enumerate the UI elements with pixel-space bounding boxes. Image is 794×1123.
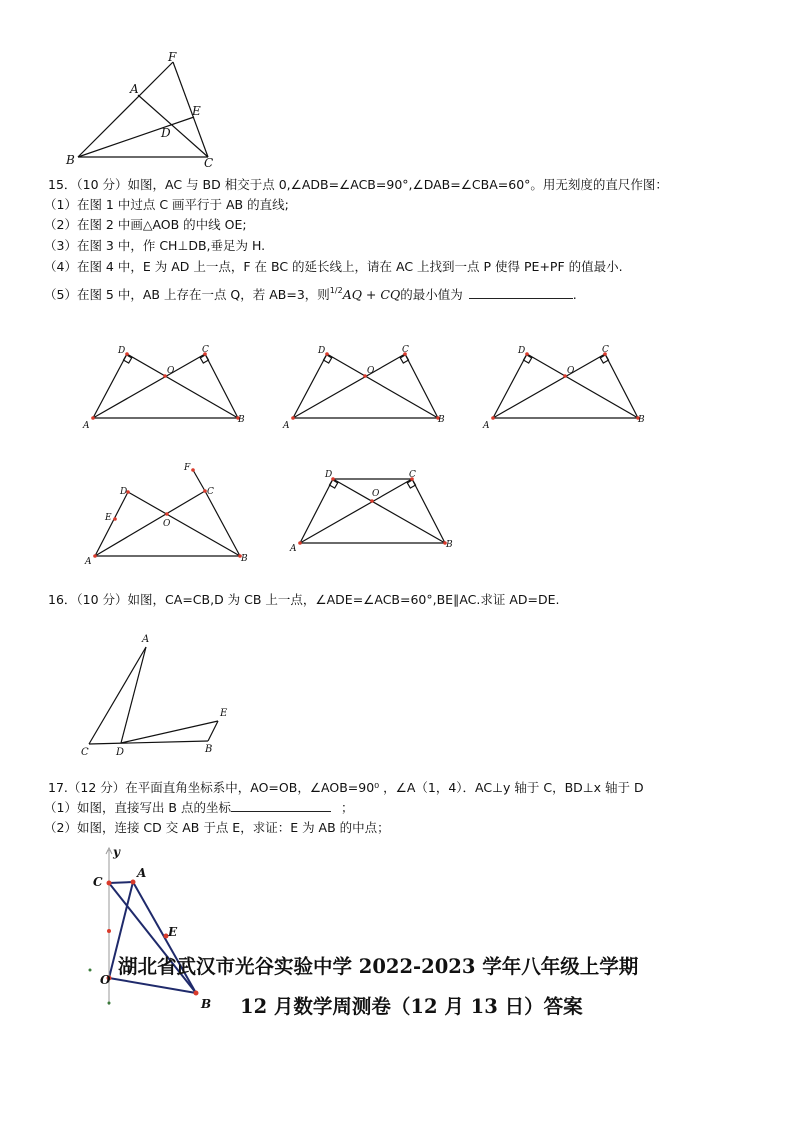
fig2-label-A: A [283,421,290,431]
frac-num: 1 [329,286,335,295]
top-triangle-figure [60,45,230,175]
q15-figure-2 [275,340,455,435]
q15-item-5-prefix: （5）在图 5 中，AB 上存在一点 Q，若 AB=3，则 [44,287,330,302]
label-D: D [161,126,171,140]
q16-label-A: A [142,634,150,645]
q15-item-5-expr: AQ + CQ [342,287,401,302]
answer-title-line-1: 湖北省武汉市光谷实验中学 2022-2023 学年八年级上学期 [118,955,639,978]
q15-item-5-end: . [572,287,577,302]
q17-label-y: y [113,845,120,859]
q16-figure [75,625,245,760]
fig3-label-O: O [567,366,575,376]
fig4-label-O: O [163,519,171,529]
q17-item-1 [44,800,354,816]
fig2-label-B: B [438,415,445,425]
fig5-label-O: O [372,489,380,499]
q17-label-C: C [93,875,103,889]
q15-item-5-suffix: 的最小值为 [400,287,463,302]
q17-label-A: A [137,866,147,880]
q15-figure-3 [475,340,655,435]
label-F: F [168,50,177,64]
fig4-label-E: E [105,513,112,523]
fig2-label-O: O [367,366,375,376]
q15-item-5 [44,287,577,303]
q17-figure [80,840,230,1020]
q16-label-B: B [205,744,213,755]
label-B: B [66,153,75,167]
fig5-label-B: B [446,540,453,550]
fig4-label-B: B [241,554,248,564]
q15-item-2: （2）在图 2 中画△AOB 的中线 OE; [44,217,247,232]
fig1-label-O: O [167,366,175,376]
fig2-label-D: D [318,346,326,356]
fig1-label-C: C [202,345,209,355]
fig2-label-C: C [402,345,409,355]
fraction: 1/2 [329,286,343,295]
q17-item-2: （2）如图，连接 CD 交 AB 于点 E，求证：E 为 AB 的中点； [44,820,390,835]
fig3-label-C: C [602,345,609,355]
fig5-label-C: C [409,470,416,480]
q17-text: 17.（12 分）在平面直角坐标系中，AO=OB，∠AOB=90⁰ ，∠A（1，4）．AC⊥y 轴于 C，BD⊥x 轴于 D [48,780,644,795]
q17-label-O: O [100,973,111,987]
label-E: E [192,104,201,118]
fig1-label-A: A [83,421,90,431]
answer-blank[interactable] [469,287,573,299]
q17-label-B: B [201,997,212,1011]
q16-label-E: E [220,708,228,719]
fig3-label-D: D [518,346,526,356]
answer-blank-b[interactable] [231,800,331,812]
frac-den: 2 [337,286,343,295]
q15-item-1: （1）在图 1 中过点 C 画平行于 AB 的直线; [44,197,289,212]
fig5-label-A: A [290,544,297,554]
q15-item-4: （4）在图 4 中，E 为 AD 上一点，F 在 BC 的延长线上，请在 AC 上找到一点 P 使得 PE+PF 的值最小. [44,259,623,274]
answer-title-line-2: 12 月数学周测卷（12 月 13 日）答案 [240,995,583,1018]
q16-label-D: D [116,747,125,758]
q15-figure-5 [285,463,465,558]
q15-figure-4 [80,458,260,568]
q15-header: 15．（10 分）如图，AC 与 BD 相交于点 0,∠ADB=∠ACB=90°,∠DAB=∠CBA=60°。用无刻度的直尺作图： [48,177,668,192]
fig4-label-C: C [207,487,214,497]
fig4-label-F: F [184,463,191,473]
q17-item-1-prefix: （1）如图，直接写出 B 点的坐标 [44,800,231,815]
fig4-label-A: A [85,557,92,567]
q15-figure-1 [75,340,255,435]
fig5-label-D: D [325,470,333,480]
q15-item-3: （3）在图 3 中，作 CH⊥DB,垂足为 H. [44,238,266,253]
fig4-label-D: D [120,487,128,497]
q16-label-C: C [81,747,89,758]
label-A: A [130,82,139,96]
fig3-label-B: B [638,415,645,425]
fig1-label-D: D [118,346,126,356]
q17-label-E: E [168,925,178,939]
q17-item-1-suffix: ； [340,800,354,815]
fig1-label-B: B [238,415,245,425]
q16-text: 16．（10 分）如图，CA=CB,D 为 CB 上一点，∠ADE=∠ACB=60°,BE∥AC.求证 AD=DE. [48,592,560,607]
fig3-label-A: A [483,421,490,431]
label-C: C [204,156,214,170]
